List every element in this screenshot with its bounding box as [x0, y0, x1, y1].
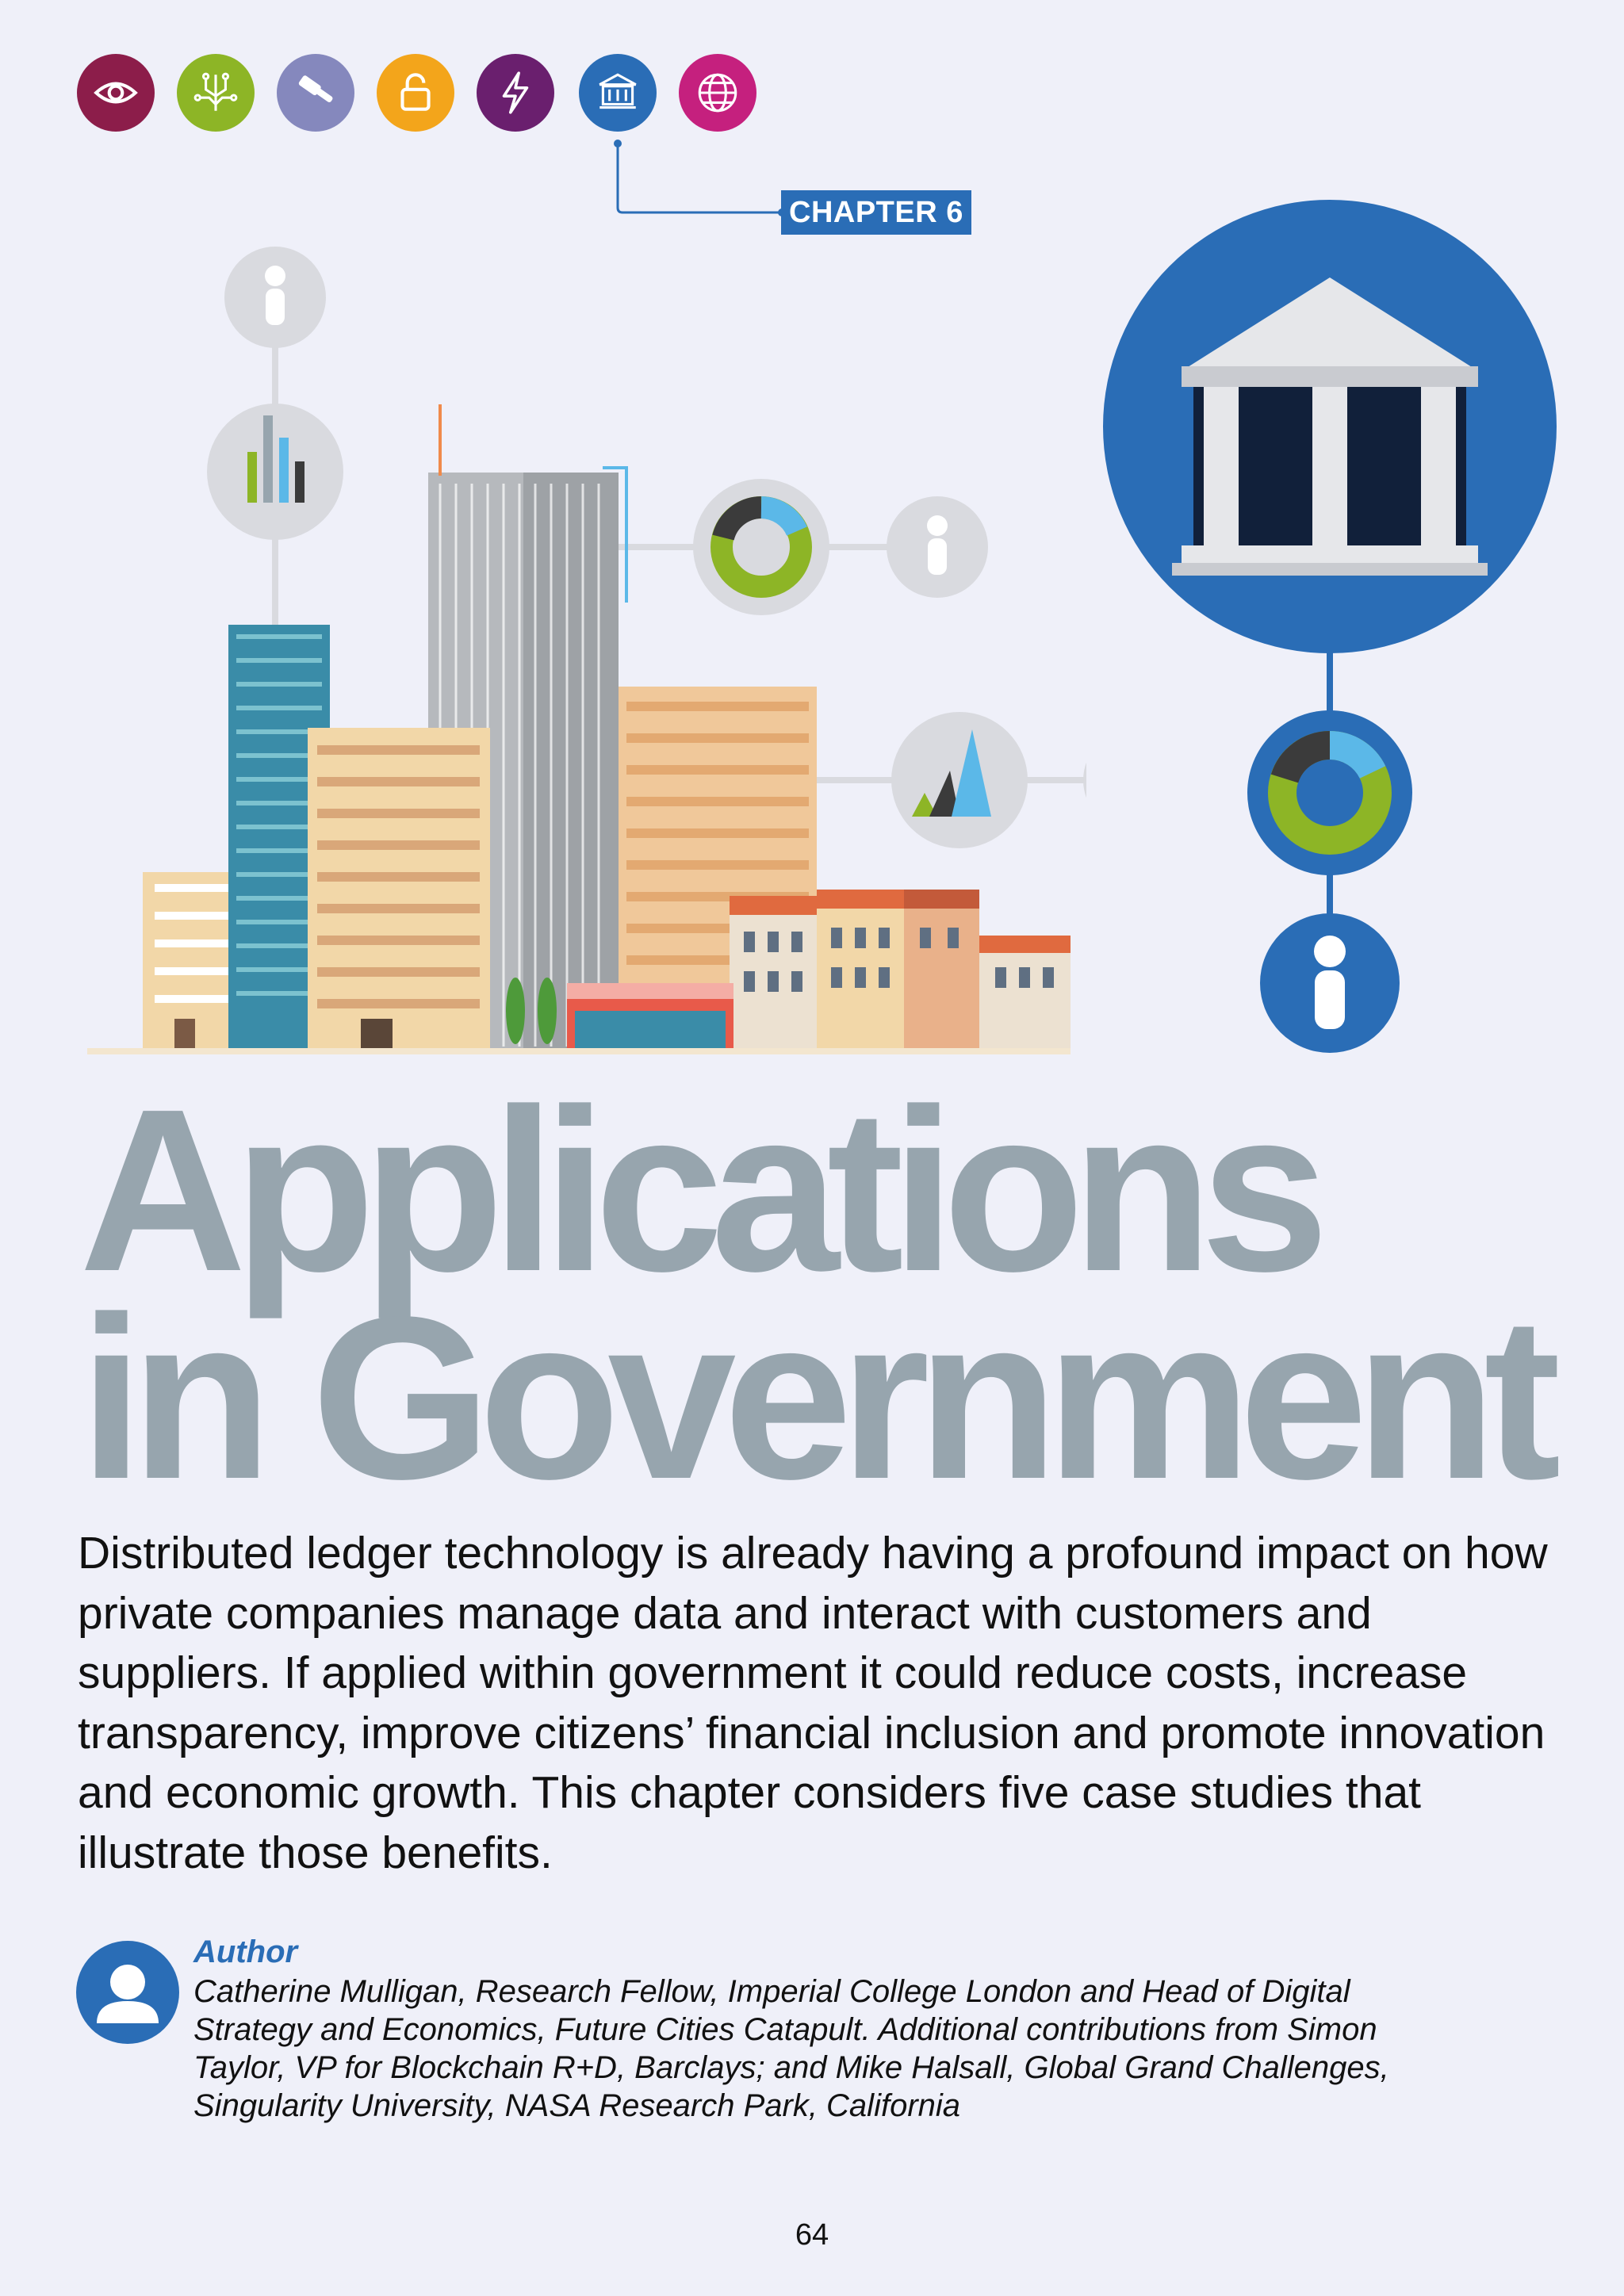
donut-chart-bubble — [693, 479, 829, 615]
donut-chart-badge — [1247, 710, 1412, 875]
title-line-2: in Government — [79, 1269, 1549, 1527]
peak-chart-bubble — [891, 712, 1028, 848]
title-line-1: Applications — [79, 1061, 1317, 1319]
lightning-icon — [477, 54, 554, 132]
building-beige-mid — [308, 728, 490, 1054]
globe-icon — [679, 54, 756, 132]
intro-paragraph: Distributed ledger technology is already having a profound impact on how private companies manage data and interact with customers and suppliers. If applied within government it could reduce costs, increase transparency, improve citizens’ financial inclusion and promote innovation and economic growth. This chapter considers five case studies that illustrate those benefits. — [78, 1528, 1548, 1878]
author-credits: Catherine Mulligan, Research Fellow, Imperial College London and Head of Digital Strategy and Economics, Future Cities Catapult. Additional contributions from Simon Taylor, VP for Blockchain R+D, Barclays; and Mike Halsall, Global Grand Challenges, Singularity University, NASA Research Park, California — [193, 1974, 1389, 2123]
city-illustration — [79, 238, 1086, 1062]
author-label: Author — [193, 1934, 298, 1969]
government-building-icon — [579, 54, 657, 132]
government-badge — [1102, 198, 1578, 1062]
person-icon-lower — [1083, 729, 1086, 831]
gavel-icon — [277, 54, 354, 132]
page-number: 64 — [795, 2218, 829, 2252]
shopfront — [567, 983, 733, 1054]
circuit-icon — [177, 54, 255, 132]
chapter-label: CHAPTER 6 — [781, 190, 971, 235]
row-houses — [730, 890, 1071, 1054]
eye-icon — [77, 54, 155, 132]
bar-chart-bubble — [207, 404, 343, 540]
chapter-connector — [603, 135, 793, 222]
padlock-icon — [377, 54, 454, 132]
author-avatar-icon — [76, 1941, 179, 2044]
person-icon-top — [224, 247, 326, 348]
page-title — [79, 1061, 1549, 1527]
person-icon-middle — [887, 496, 988, 598]
person-icon-badge — [1260, 913, 1400, 1053]
